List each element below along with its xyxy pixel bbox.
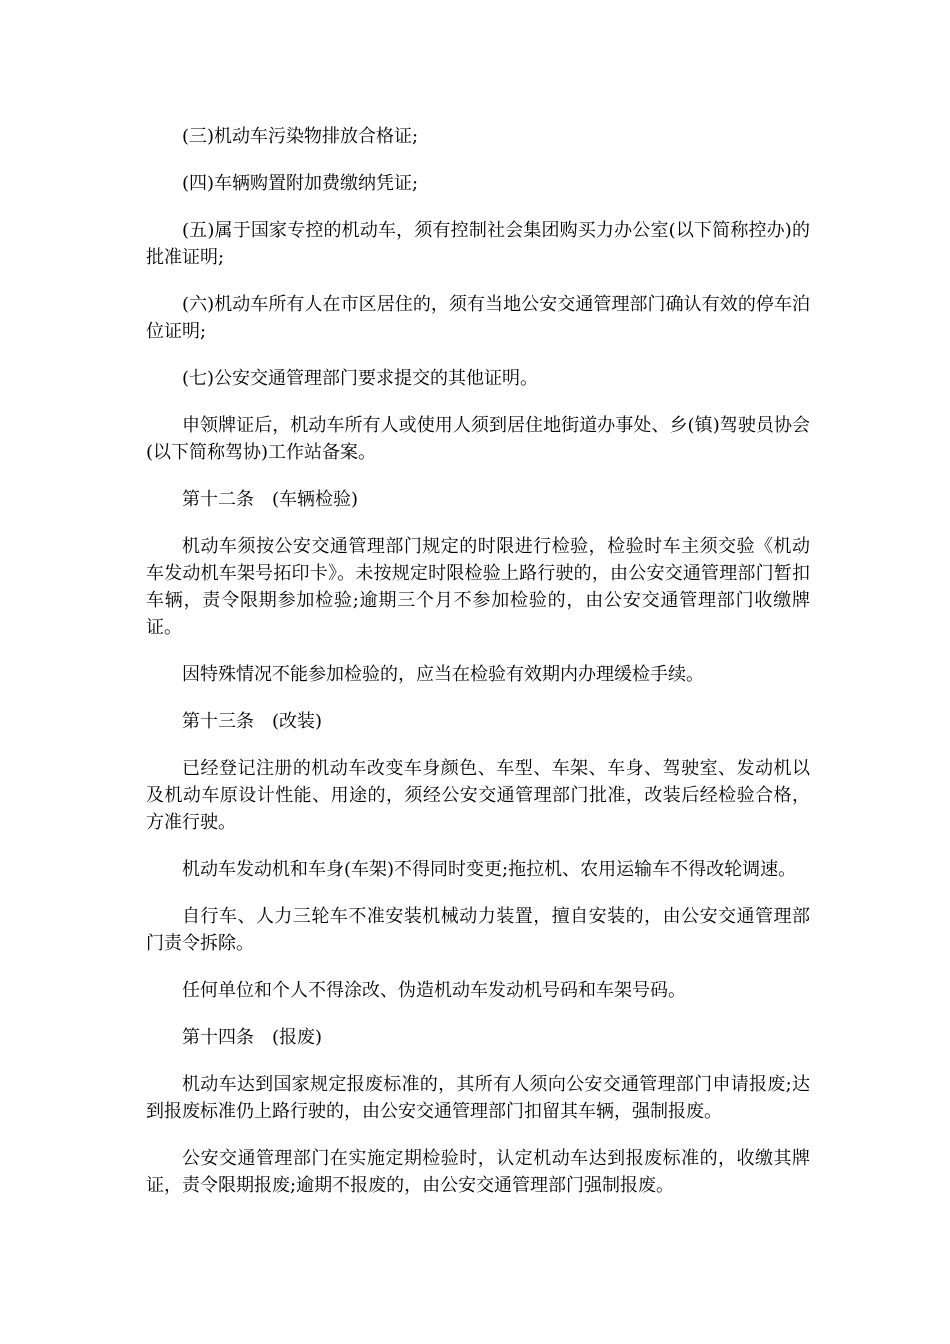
paragraph: (七)公安交通管理部门要求提交的其他证明。 — [182, 368, 539, 389]
document-body — [146, 123, 810, 1219]
paragraph: (五)属于国家专控的机动车，须有控制社会集团购买力办公室(以下简称控办)的批准证明; — [146, 220, 810, 268]
paragraph: (六)机动车所有人在市区居住的，须有当地公安交通管理部门确认有效的停车泊位证明; — [146, 294, 810, 342]
paragraph: (四)车辆购置附加费缴纳凭证; — [182, 173, 419, 194]
paragraph: 公安交通管理部门在实施定期检验时，认定机动车达到报废标准的，收缴其牌证，责令限期报废;逾期不报废的，由公安交通管理部门强制报废。 — [146, 1148, 810, 1196]
paragraph: 任何单位和个人不得涂改、伪造机动车发动机号码和车架号码。 — [182, 980, 686, 1001]
article-heading: 第十二条 (车辆检验) — [182, 489, 359, 510]
paragraph: (三)机动车污染物排放合格证; — [182, 126, 419, 147]
paragraph: 机动车须按公安交通管理部门规定的时限进行检验，检验时车主须交验《机动车发动机车架号拓印卡》。未按规定时限检验上路行驶的，由公安交通管理部门暂扣车辆，责令限期参加检验;逾期三个月不参加检验的，由公安交通管理部门收缴牌证。 — [146, 536, 810, 638]
paragraph: 申领牌证后，机动车所有人或使用人须到居住地街道办事处、乡(镇)驾驶员协会(以下简称驾协)工作站备案。 — [146, 415, 810, 463]
article-heading: 第十三条 (改装) — [182, 711, 323, 732]
paragraph: 因特殊情况不能参加检验的，应当在检验有效期内办理缓检手续。 — [182, 664, 704, 685]
paragraph: 自行车、人力三轮车不准安装机械动力装置，擅自安装的，由公安交通管理部门责令拆除。 — [146, 906, 810, 954]
article-heading: 第十四条 (报废) — [182, 1027, 323, 1048]
paragraph: 已经登记注册的机动车改变车身颜色、车型、车架、车身、驾驶室、发动机以及机动车原设计性能、用途的，须经公安交通管理部门批准，改装后经检验合格，方准行驶。 — [146, 758, 810, 833]
paragraph: 机动车发动机和车身(车架)不得同时变更;拖拉机、农用运输车不得改轮调速。 — [182, 859, 797, 880]
paragraph: 机动车达到国家规定报废标准的，其所有人须向公安交通管理部门申请报废;达到报废标准仍上路行驶的，由公安交通管理部门扣留其车辆，强制报废。 — [146, 1074, 810, 1122]
